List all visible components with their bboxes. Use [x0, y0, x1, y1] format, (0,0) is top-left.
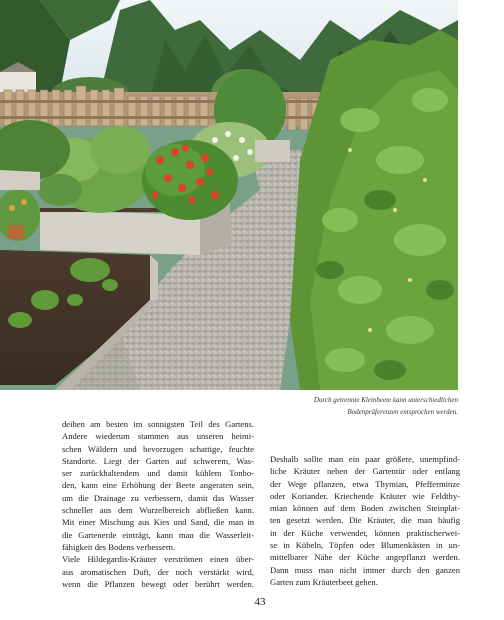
text-line: deihen am besten im sonnigsten Teil des Gartens. [62, 419, 254, 429]
caption-line: Bodenpräferenzen entsprochen werden. [347, 408, 458, 416]
text-line: ten gesetzt werden. Die Kräuter, die man häufig [270, 515, 460, 526]
photo-caption [238, 394, 458, 418]
text-line: Viele Hildegardis-Kräuter verströmen einen über- [62, 554, 254, 565]
text-line: schneller aus dem Wurzelbereich abfließen kann. [62, 505, 254, 516]
text-line: Garten zum Kräuterbeet gehen. [270, 576, 378, 587]
raised-bed-back [255, 140, 290, 162]
left-text-column [62, 418, 254, 590]
house [0, 72, 36, 92]
potted-plant [0, 189, 40, 241]
caption-line: Durch getrennte Kleinbeete kann unterschiedlichen [313, 396, 458, 404]
text-line: ser zurückhaltendem und damit kühlem Tonbo- [62, 468, 254, 479]
text-line: Andere wiederum stammen aus unseren heimi- [62, 431, 254, 442]
tomato-plant [142, 140, 238, 220]
text-line: Mit einer Mischung aus Kies und Sand, die man in [62, 517, 254, 528]
text-line: die Gartenerde einträgt, kann man die Wasserleit- [62, 529, 254, 540]
text-line: Deshalb sollte man ein paar größere, unempfind- [270, 454, 460, 464]
text-line: fähigkeit des Bodens verbessern. [62, 541, 176, 552]
text-line: schen Wäldern und bevorzugen schattige, feuchte [62, 443, 254, 454]
text-line: in der Küche verwendet, können praktischerwei- [270, 527, 460, 538]
text-line: den, kann eine Erhöhung der Beete angeraten sein, [62, 480, 254, 491]
text-line: um die Drainage zu verbessern, damit das Wasser [62, 492, 254, 503]
text-line: mittelbarer Nähe der Küche angepflanzt werden. [270, 552, 460, 563]
raised-bed-left [0, 170, 40, 190]
text-line: mian können auf dem Boden zwischen Steinplat- [270, 503, 460, 514]
text-line: Dann muss man nicht immer durch den ganzen [270, 564, 460, 575]
text-line: oder Koriander. Kriechende Kräuter wie Feldthy- [270, 490, 460, 501]
text-line: Standorte. Liegt der Garten auf schwerem, Was- [62, 455, 254, 466]
text-line: liche Kräuter neben der Gartentür oder entlang [270, 466, 460, 477]
text-line: se in Kübeln, Töpfen oder Blumenkästen in un- [270, 540, 460, 551]
text-line: wenn die Pflanzen bewegt oder berührt werden. [62, 578, 254, 589]
page-number: 43 [254, 596, 266, 608]
text-line: aus aromatischen Duft, der noch verstärkt wird, [62, 566, 254, 577]
right-text-column [270, 453, 460, 588]
text-line: der Wege pflanzen, etwa Thymian, Pfefferminze [270, 478, 460, 489]
